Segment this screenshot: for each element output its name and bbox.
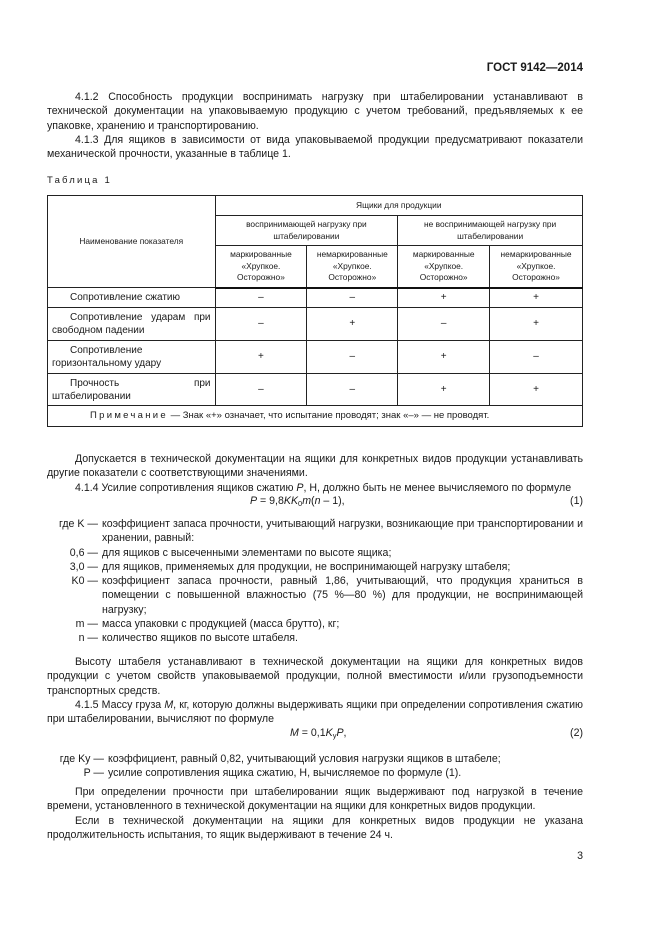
- definition-item: [0, 752, 583, 766]
- table-row: [48, 308, 583, 341]
- table-row: [48, 374, 583, 406]
- f-text: = 0,1: [298, 727, 326, 739]
- formula-1-number: (1): [570, 495, 583, 507]
- paragraph-stack-height: Высоту штабеля устанавливают в технической документации на ящики для конкретных видов продукции с учетом свойств упаковываемой продукции, полной вместимости и/или грузоподъемности транспортных средств.: [47, 656, 583, 697]
- cell-value: –: [215, 288, 307, 308]
- definition-item: [0, 517, 583, 546]
- definition-value: коэффициент, равный 0,82, учитывающий условия нагрузки ящиков в штабеле;: [108, 753, 501, 765]
- cell-value: –: [307, 288, 398, 308]
- definition-key: 0,6 —: [69, 546, 98, 559]
- definition-key: K0 —: [71, 575, 98, 588]
- definition-item: [0, 560, 583, 574]
- header-indicator-name: Наименование показателя: [48, 196, 216, 288]
- definition-value: количество ящиков по высоте штабеля.: [102, 632, 298, 645]
- definition-item: [0, 546, 583, 560]
- formula-2-number: (2): [570, 727, 583, 739]
- note-label: Примечание: [90, 410, 168, 422]
- formula-2: [290, 727, 347, 740]
- header-boxes-group: Ящики для продукции: [215, 196, 582, 216]
- f-var: KK: [283, 495, 299, 507]
- table-row: [48, 341, 583, 374]
- f-sub: 0: [298, 499, 303, 508]
- f-text: ,: [343, 727, 347, 739]
- cell-value: –: [398, 308, 490, 341]
- cell-value: +: [398, 288, 490, 308]
- paragraph-allowed: Допускается в технической документации на ящики для конкретных видов продукции устанавливать другие показатели с соответствующими значениями.: [47, 453, 583, 480]
- var-m: M: [164, 698, 174, 711]
- paragraph-4-1-3: 4.1.3 Для ящиков в зависимости от вида упаковываемой продукции предусматривают показатели механической прочности, указанные в таблице 1.: [47, 133, 583, 161]
- table-1: [47, 195, 583, 427]
- section-4-1-4: [47, 452, 583, 495]
- paragraph-4-1-5: [47, 698, 583, 727]
- text: , кг, которую должны выдерживать ящики при определении сопротивления сжатию при штабелировании, вычисляют по формуле: [47, 698, 583, 726]
- formula-1: [250, 495, 345, 508]
- table-note: [48, 406, 583, 427]
- definition-key: m —: [75, 618, 98, 631]
- f-var: P: [336, 727, 344, 739]
- formula-2-definitions: [0, 752, 583, 781]
- f-var: n: [314, 495, 321, 507]
- page-number: 3: [577, 850, 583, 862]
- definition-value: коэффициент запаса прочности, учитывающий нагрузки, возникающие при транспортировании и хранении, равный:: [102, 518, 583, 545]
- cell-value: +: [398, 374, 490, 406]
- section-4-1-2: [47, 90, 583, 161]
- f-text: = 9,8: [257, 495, 284, 507]
- f-var: M: [290, 727, 299, 739]
- document-code: ГОСТ 9142—2014: [486, 62, 583, 74]
- cell-value: –: [307, 341, 398, 374]
- var-p: P: [296, 481, 304, 494]
- column-header: немаркированные «Хрупкое. Осторожно»: [307, 246, 398, 288]
- row-name-text: Сопротивление ударам при свободном падении: [52, 312, 211, 336]
- paragraph-strength: При определении прочности при штабелировании ящик выдерживают под нагрузкой в течение времени, установленного в технической документации на ящики для конкретных видов продукции.: [47, 786, 583, 813]
- cell-value: –: [215, 308, 307, 341]
- cell-value: +: [490, 288, 583, 308]
- column-header: маркированные «Хрупкое. Осторожно»: [215, 246, 307, 288]
- row-name: [48, 288, 216, 308]
- cell-value: +: [307, 308, 398, 341]
- row-name-text: Прочность при штабелировании: [52, 377, 211, 402]
- table-row: [48, 288, 583, 308]
- paragraph-4-1-4: [47, 481, 583, 495]
- definition-value: коэффициент запаса прочности, равный 1,86, учитывающий, что продукция храниться в помещении с повышенной влажностью (75 %—80 %) для продукции, не воспринимающей нагрузку;: [102, 575, 583, 616]
- row-name: [48, 341, 216, 374]
- definition-value: для ящиков с высеченными элементами по высоте ящика;: [102, 546, 392, 559]
- definition-key: где K —: [58, 518, 98, 530]
- paragraph-duration: Если в технической документации на ящики для конкретных видов продукции не указана продолжительность испытания, то ящик выдерживают в течение 24 ч.: [47, 814, 583, 841]
- formula-1-definitions: [0, 517, 583, 646]
- row-name-text: Сопротивление сжатию: [70, 292, 181, 303]
- text: , Н, должно быть не менее вычисляемого по формуле: [303, 481, 572, 494]
- definition-key: 3,0 —: [69, 560, 98, 573]
- definition-value: для ящиков, применяемых для продукции, не воспринимающей нагрузку штабеля;: [102, 560, 511, 573]
- cell-value: +: [490, 374, 583, 406]
- cell-value: –: [490, 341, 583, 374]
- text: 4.1.4 Усилие сопротивления ящиков сжатию: [75, 481, 297, 494]
- column-header: маркированные «Хрупкое. Осторожно»: [398, 246, 490, 288]
- definition-item: [0, 574, 583, 617]
- definition-key: n —: [78, 632, 98, 645]
- f-sub: y: [332, 731, 337, 740]
- f-var: P: [250, 495, 258, 507]
- text: 4.1.5 Массу груза: [75, 698, 165, 711]
- definition-item: [0, 766, 583, 780]
- f-var: K: [325, 727, 333, 739]
- cell-value: +: [490, 308, 583, 341]
- f-text: – 1),: [320, 495, 345, 507]
- f-text: (: [311, 495, 315, 507]
- section-strength: [47, 785, 583, 842]
- subheader-load-bearing: воспринимающей нагрузку при штабелировании: [215, 216, 398, 246]
- cell-value: +: [215, 341, 307, 374]
- section-4-1-5: [47, 655, 583, 726]
- definition-value: масса упаковки с продукцией (масса брутто), кг;: [102, 618, 340, 631]
- subheader-non-load-bearing: не воспринимающей нагрузку при штабелировании: [398, 216, 583, 246]
- note-text: — Знак «+» означает, что испытание проводят; знак «–» — не проводят.: [168, 410, 490, 422]
- definition-key: где Ky —: [59, 753, 104, 765]
- row-name: [48, 308, 216, 341]
- table-caption: Таблица 1: [47, 175, 112, 186]
- row-name-text: Сопротивление горизонтальному удару: [52, 345, 162, 369]
- definition-value: усилие сопротивления ящика сжатию, Н, вычисляемое по формуле (1).: [108, 767, 462, 780]
- cell-value: –: [215, 374, 307, 406]
- f-var: m: [302, 495, 312, 507]
- table-note-row: [48, 406, 583, 427]
- cell-value: –: [307, 374, 398, 406]
- definition-item: [0, 617, 583, 631]
- column-header: немаркированные «Хрупкое. Осторожно»: [490, 246, 583, 288]
- cell-value: +: [398, 341, 490, 374]
- definition-key: P —: [83, 767, 104, 780]
- row-name: [48, 374, 216, 406]
- definition-item: [0, 631, 583, 645]
- paragraph-4-1-2: 4.1.2 Способность продукции воспринимать нагрузку при штабелировании устанавливают в технической документации на упаковываемую продукцию с учетом требований, предъявляемых к ее упаковке, хранению и транспортированию.: [47, 91, 583, 132]
